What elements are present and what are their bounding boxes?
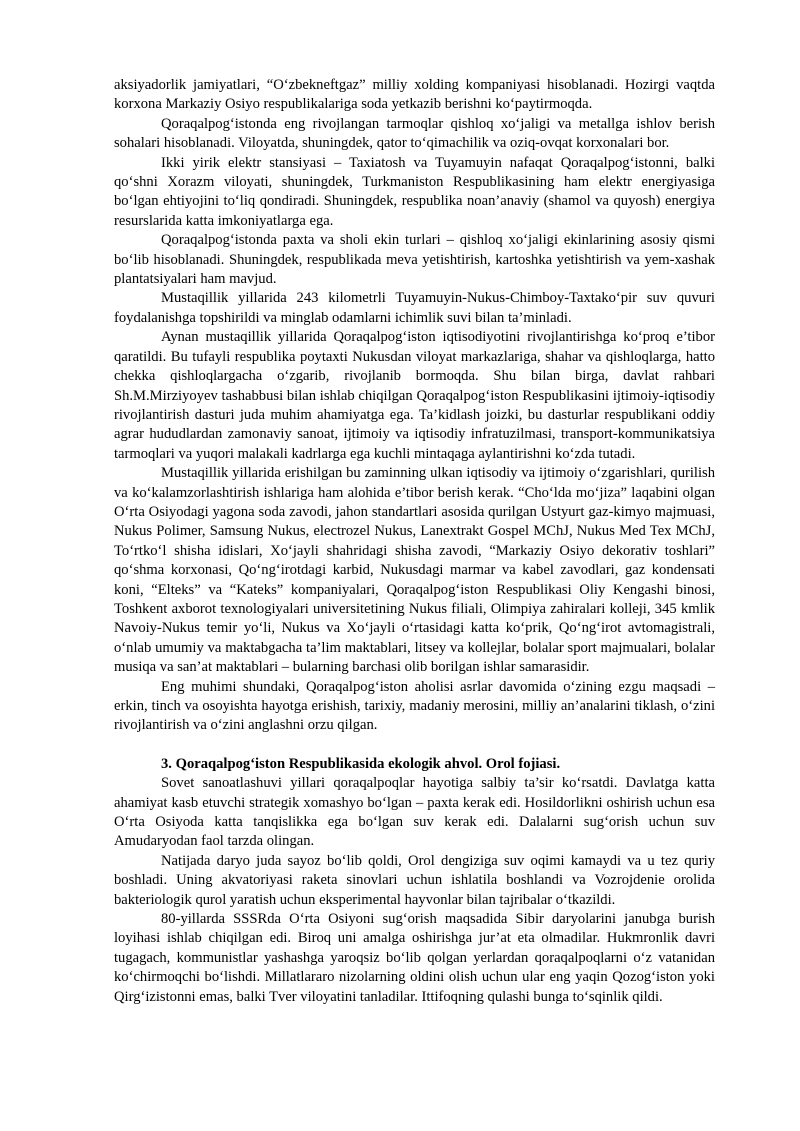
paragraph-6: Aynan mustaqillik yillarida Qoraqalpog‘iston iqtisodiyotini rivojlantirishga ko‘proq e’tibor qaratildi. Bu tufayli respublika poytaxti Nukusdan viloyat markazlariga, shahar va qishloqlarga, hatto chekka qishloqlargacha o‘zgarib, rivojlanib bormoqda. Shu bilan birga, davlat rahbari Sh.M.Mirziyoyev tashabbusi bilan ishlab chiqilgan Qoraqalpog‘iston Respublikasini ijtimoiy-iqtisodiy rivojlantirish dasturi juda muhim ahamiyatga ega. Ta’kidlash joizki, bu dasturlar respublikani oddiy agrar hududlardan zamonaviy sanoat, ijtimoiy va iqtisodiy infratuzilmasi, transport-kommunikatsiya tarmoqlari va yuqori malakali kadrlarga ega kuchli mintaqaga aylantirishni ko‘zda tutadi. (114, 329, 715, 462)
document-body (114, 76, 715, 1007)
paragraph-5: Mustaqillik yillarida 243 kilometrli Tuyamuyin-Nukus-Chimboy-Taxtako‘pir suv quvuri foydalanishga topshirildi va minglab odamlarni ichimlik suvi bilan ta’minladi. (114, 290, 715, 326)
section-heading: 3. Qoraqalpog‘iston Respublikasida ekologik ahvol. Orol fojiasi. (161, 755, 561, 772)
paragraph-3: Ikki yirik elektr stansiyasi – Taxiatosh va Tuyamuyin nafaqat Qoraqalpog‘istonni, balki qo‘shni Xorazm viloyati, shuningdek, Turkmaniston Respublikasining ham elektr energiyasiga bo‘lgan ehtiyojini to‘liq qondiradi. Shuningdek, respublika noan’anaviy (shamol va quyosh) energiya resurslarida katta imkoniyatlarga ega. (114, 154, 715, 229)
paragraph-7: Mustaqillik yillarida erishilgan bu zaminning ulkan iqtisodiy va ijtimoiy o‘zgarishlari, qurilish va ko‘kalamzorlashtirish ishlariga ham alohida e’tibor berish kerak. “Cho‘lda mo‘jiza” laqabini olgan O‘rta Osiyodagi yagona soda zavodi, jahon standartlari asosida qurilgan Ustyurt gaz-kimyo majmuasi, Nukus Polimer, Samsung Nukus, electrozel Nukus, Lanextrakt Gospel MChJ, Nukus Med Tex MChJ, To‘rtko‘l shisha idislari, Xo‘jayli shahridagi shisha zavodi, “Markaziy Osiyo dekorativ toshlari” qo‘shma korxonasi, Qo‘ng‘irotdagi karbid, Nukusdagi marmar va kabel zavodlari, gaz kondensati koni, “Elteks” va “Kateks” kompaniyalari, Qoraqalpog‘iston Respublikasi Oliy Kengashi binosi, Toshkent axborot texnologiyalari universitetining Nukus filiali, Olimpiya zahiralari kolleji, 345 kmlik Navoiy-Nukus temir yo‘li, Nukus va Xo‘jayli o‘rtasidagi katta ko‘prik, Qo‘ng‘irot avtomagistrali, o‘nlab umumiy va maktabgacha ta’lim maktablari, litsey va kollejlar, bolalar sport majmualari, bolalar musiqa va san’at maktablari – bularning barchasi olib borilgan ishlar samarasidir. (114, 465, 715, 676)
paragraph-4: Qoraqalpog‘istonda paxta va sholi ekin turlari – qishloq xo‘jaligi ekinlarining asosiy qismi bo‘lib hisoblanadi. Shuningdek, respublikada meva yetishtirish, kartoshka yetishtirish va yem-xashak plantatsiyalari ham mavjud. (114, 232, 715, 288)
paragraph-1: aksiyadorlik jamiyatlari, “O‘zbekneftgaz” milliy xolding kompaniyasi hisoblanadi. Hozirgi vaqtda korxona Markaziy Osiyo respublikalariga soda yetkazib berishni ko‘paytirmoqda. (114, 77, 715, 113)
paragraph-11: 80-yillarda SSSRda O‘rta Osiyoni sug‘orish maqsadida Sibir daryolarini janubga burish loyihasi ishlab chiqilgan edi. Biroq uni amalga oshirishga jur’at eta olmadilar. Hukmronlik davri tugagach, kommunistlar yashashga yaroqsiz bo‘lib qolgan yerlardan qoraqalpoqlarni o‘z vatanidan ko‘chirmoqchi bo‘lishdi. Millatlararo nizolarning oldini olish uchun ular eng yaqin Qozog‘iston yoki Qirg‘izistonni emas, balki Tver viloyatini tanladilar. Ittifoqning qulashi bunga to‘sqinlik qildi. (114, 911, 715, 1005)
paragraph-2: Qoraqalpog‘istonda eng rivojlangan tarmoqlar qishloq xo‘jaligi va metallga ishlov berish sohalari hisoblanadi. Viloyatda, shuningdek, qator to‘qimachilik va oziq-ovqat korxonalari bor. (114, 115, 715, 152)
paragraph-10: Natijada daryo juda sayoz bo‘lib qoldi, Orol dengiziga suv oqimi kamaydi va u tez quriy boshladi. Uning akvatoriyasi raketa sinovlari uchun ishlatila boshlandi va Vozrojdenie orolida bakteriologik qurol yaratish uchun eksperimental hayvonlar bilan tajribalar o‘tkazildi. (114, 852, 715, 908)
paragraph-8: Eng muhimi shundaki, Qoraqalpog‘iston aholisi asrlar davomida o‘zining ezgu maqsadi – erkin, tinch va osoyishta hayotga erishish, tarixiy, madaniy merosini, milliy an’analarini tiklash, o‘zini rivojlantirish va o‘zini anglashni orzu qilgan. (114, 678, 715, 734)
paragraph-9: Sovet sanoatlashuvi yillari qoraqalpoqlar hayotiga salbiy ta’sir ko‘rsatdi. Davlatga katta ahamiyat kasb etuvchi strategik xomashyo bo‘lgan – paxta kerak edi. Hosildorlikni oshirish uchun esa O‘rta Osiyoda katta tanqislikka ega bo‘lgan suv kerak edi. Dalalarni sug‘orish uchun suv Amudaryodan faol tarzda olingan. (114, 775, 715, 850)
